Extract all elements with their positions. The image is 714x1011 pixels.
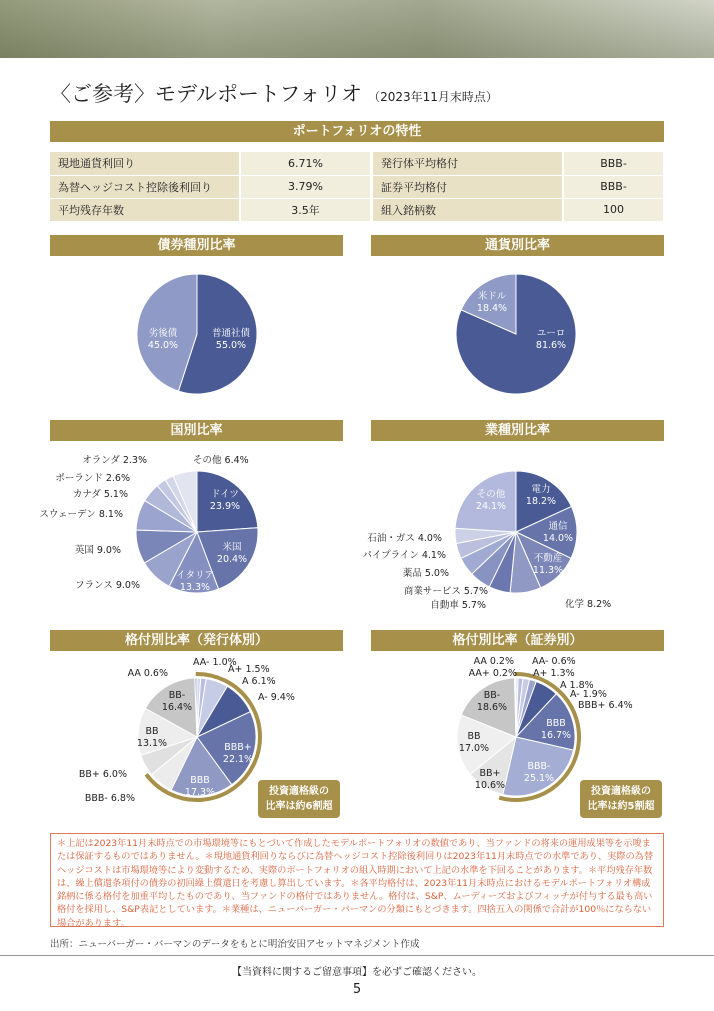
slice-label: BBB- 6.8% <box>84 793 135 804</box>
slice-value-label: 22.1% <box>222 754 254 765</box>
slice-value-label: 16.7% <box>540 730 572 741</box>
slice-label: 石油・ガス 4.0% <box>367 533 442 544</box>
slice-label: AA+ 0.2% <box>468 668 517 679</box>
rating-security-heading: 格付別比率（証券別） <box>371 630 664 651</box>
slice-label: オランダ 2.3% <box>82 455 147 466</box>
slice-label: BBB- <box>527 761 551 772</box>
rating-issuer-heading: 格付別比率（発行体別） <box>50 630 343 651</box>
investment-grade-badge-issuer <box>258 780 340 818</box>
row-value: 3.79% <box>240 175 370 198</box>
slice-label: A 1.8% <box>560 680 594 691</box>
slice-value-label: 81.6% <box>535 340 567 351</box>
slice-label: A- 1.9% <box>570 689 607 700</box>
slice-label: ドイツ <box>210 489 240 500</box>
currency-heading: 通貨別比率 <box>371 235 664 256</box>
footer-note: 【当資料に関するご留意事項】を必ずご確認ください。 <box>232 967 482 978</box>
industry-heading: 業種別比率 <box>371 420 664 441</box>
slice-label: パイプライン 4.1% <box>362 550 446 561</box>
disclaimer-notes: ＊上記は2023年11月末時点での市場環境等にもとづいて作成したモデルポートフォリオの数値であり、当ファンドの将来の運用成果等を示唆または保証するものではありません。＊現地通貨利回りならびに為替ヘッジコスト控除後利回りは2023年11月末時点での水準であり、実際の為替ヘッジコストは市場環境等により変動するため、実際のポートフォリオの組入時期において上記の水準を下回ることがあります。＊平均残存年数は、繰上償還条項付の債券の初回繰上償還日を考慮し算出しています。＊各平均格付は、2023年11月末時点におけるモデルポートフォリオ構成銘柄に係る格付を加重平均したものであり、当ファンドの格付ではありません。格付は、S&P、ムーディーズおよびフィッチが付与する最も高い格付を採用し、S&P表記としています。＊業種は、ニューバーガー・バーマンの分類にもとづきます。四捨五入の関係で合計が100％にならない場合があります。 <box>50 833 664 927</box>
row-label: 現地通貨利回り <box>50 152 240 175</box>
badge-line: 投資適格級の <box>269 786 329 797</box>
characteristics-heading: ポートフォリオの特性 <box>50 121 664 142</box>
slice-value-label: 18.4% <box>476 303 508 314</box>
slice-label: 英国 9.0% <box>74 545 121 556</box>
slice-label: A+ 1.3% <box>533 668 575 679</box>
slice-value-label: 14.0% <box>542 533 574 544</box>
slice-label: 化学 8.2% <box>565 599 612 610</box>
slice-value-label: 17.0% <box>458 743 490 754</box>
row-value: BBB- <box>563 175 663 198</box>
slice-label: BBB+ 6.4% <box>578 700 633 711</box>
slice-label: BB <box>145 726 159 737</box>
bond-type-heading: 債券種別比率 <box>50 235 343 256</box>
rating_security-pie <box>457 656 633 800</box>
country-heading: 国別比率 <box>50 420 343 441</box>
row-label: 発行体平均格付 <box>373 152 563 175</box>
slice-label: 商業サービス 5.7% <box>403 586 488 597</box>
row-value: 3.5年 <box>240 198 370 221</box>
slice-label: BB+ 6.0% <box>78 769 127 780</box>
slice-label: カナダ 5.1% <box>72 489 128 500</box>
slice-label: 通信 <box>548 521 568 532</box>
slice-label: A 6.1% <box>242 676 276 687</box>
slice-value-label: 13.1% <box>136 738 168 749</box>
row-value: 100 <box>563 198 663 221</box>
slice-value-label: 13.3% <box>179 582 211 593</box>
slice-label: 普通社債 <box>211 328 251 339</box>
slice-label: BB- <box>483 690 501 701</box>
slice-label: 薬品 5.0% <box>402 568 449 579</box>
slice-label: 米国 <box>222 542 242 553</box>
slice-label: 劣後債 <box>148 328 178 339</box>
slice-value-label: 55.0% <box>215 340 247 351</box>
row-label: 組入銘柄数 <box>373 198 563 221</box>
slice-label: ユーロ <box>536 328 566 339</box>
bond_type-pie <box>137 274 257 394</box>
currency-pie <box>456 274 576 394</box>
row-label: 証券平均格付 <box>373 175 563 198</box>
slice-label: AA 0.2% <box>473 656 514 667</box>
slice-label: その他 <box>476 489 506 500</box>
slice-label: BB <box>467 731 481 742</box>
slice-label: 電力 <box>531 484 551 495</box>
slice-value-label: 10.6% <box>474 780 506 791</box>
badge-line: 比率は約6割超 <box>265 801 333 812</box>
slice-value-label: 45.0% <box>147 340 179 351</box>
slice-value-label: 18.6% <box>476 702 508 713</box>
slice-label: A+ 1.5% <box>228 664 270 675</box>
badge-line: 投資適格級の <box>591 786 651 797</box>
slice-label: BB+ <box>479 768 501 779</box>
slice-value-label: 18.2% <box>525 496 557 507</box>
industry-pie <box>362 471 611 611</box>
footer-divider <box>0 955 714 956</box>
row-value: 6.71% <box>240 152 370 175</box>
slice-label: BBB <box>190 775 210 786</box>
slice-value-label: 24.1% <box>475 501 507 512</box>
slice-value-label: 25.1% <box>523 773 555 784</box>
slice-value-label: 16.4% <box>161 702 193 713</box>
slice-label: AA 0.6% <box>127 668 168 679</box>
slice-label: AA- 1.0% <box>193 657 237 668</box>
slice-label: スウェーデン 8.1% <box>39 509 123 520</box>
slice-label: 自動車 5.7% <box>430 600 486 611</box>
slice-value-label: 17.3% <box>184 787 216 798</box>
row-label: 平均残存年数 <box>50 198 240 221</box>
slice-label: BBB <box>546 718 566 729</box>
slice-label: BBB+ <box>224 742 252 753</box>
slice-value-label: 23.9% <box>209 501 241 512</box>
country-pie <box>39 454 258 593</box>
slice-value-label: 20.4% <box>216 554 248 565</box>
slice-value-label: 11.3% <box>532 565 564 576</box>
slice-label: 不動産 <box>533 553 563 564</box>
slice-label: ポーランド 2.6% <box>55 473 130 484</box>
slice-label: AA- 0.6% <box>532 656 576 667</box>
page-number: 5 <box>352 982 362 997</box>
title-text: 〈ご参考〉モデルポートフォリオ <box>50 82 363 106</box>
badge-line: 比率は約5割超 <box>587 801 655 812</box>
row-label: 為替ヘッジコスト控除後利回り <box>50 175 240 198</box>
slice-label: A- 9.4% <box>258 692 295 703</box>
row-value: BBB- <box>563 152 663 175</box>
slice-label: イタリア <box>175 570 215 581</box>
title-date: （2023年11月末時点） <box>368 90 498 104</box>
slice-label: BB- <box>168 690 186 701</box>
source-note: 出所：ニューバーガー・バーマンのデータをもとに明治安田アセットマネジメント作成 <box>50 939 420 950</box>
slice-label: その他 6.4% <box>193 455 249 466</box>
investment-grade-badge-security <box>580 780 662 818</box>
slice-label: 米ドル <box>477 291 507 302</box>
slice-label: フランス 9.0% <box>75 580 140 591</box>
